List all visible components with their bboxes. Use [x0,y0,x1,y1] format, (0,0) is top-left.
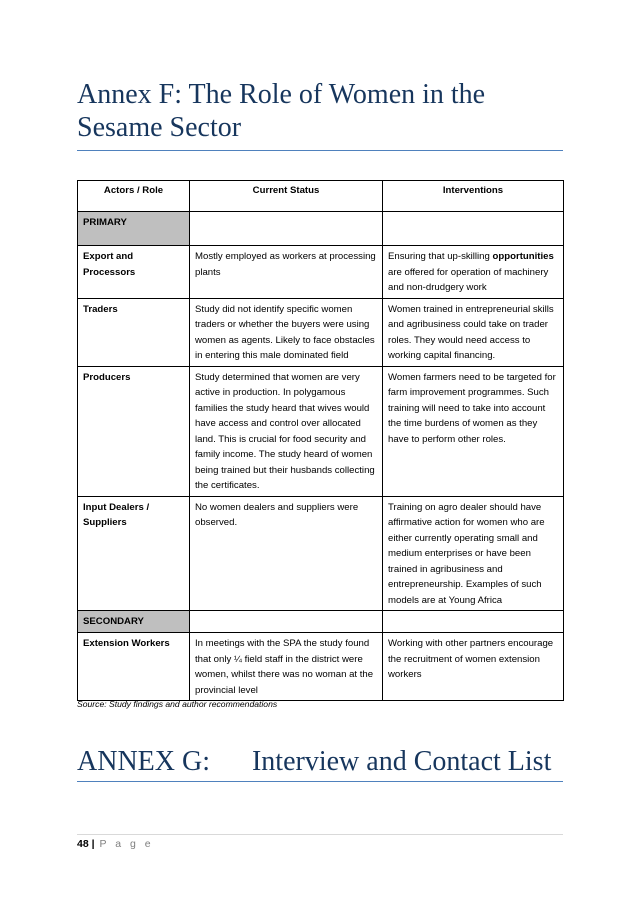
role-cell: Extension Workers [78,633,190,701]
interventions-text: are offered for operation of machinery and non-drudgery work [388,266,549,293]
status-cell: Mostly employed as workers at processing plants [190,246,383,299]
interventions-cell: Women farmers need to be targeted for farm improvement programmes. Such training will need to take into account the time burdens of women as they have to perform other roles. [383,366,564,496]
table-row [78,298,564,366]
interventions-emphasis: opportunities [492,251,554,262]
status-cell: In meetings with the SPA the study found that only ¼ field staff in the district were women, whilst there was no woman at the provincial level [190,633,383,701]
role-cell: Input Dealers / Suppliers [78,496,190,611]
source-note: Source: Study findings and author recommendations [77,699,278,709]
section-label-secondary: SECONDARY [78,611,190,633]
status-cell: Study did not identify specific women traders or whether the buyers were using women as agents. Likely to face obstacles in entering this male dominated field [190,298,383,366]
women-role-table [77,180,564,701]
role-cell: Export and Processors [78,246,190,299]
annex-f-heading: Annex F: The Role of Women in the Sesame Sector [77,78,563,151]
page-label: P a g e [99,838,154,850]
interventions-text: Ensuring that up-skilling [388,251,493,262]
table-row [78,633,564,701]
page-footer [77,838,154,850]
footer-separator: | [88,838,98,850]
table-header-row [78,181,564,212]
footer-divider [77,834,563,835]
section-row-primary [78,212,564,246]
page-number: 48 [77,838,89,850]
status-cell: Study determined that women are very active in production. In polygamous families the study heard that wives would have access and control over allocated land. This is crucial for food security and family income. The study heard of women being trained but their husbands collecting the certificates. [190,366,383,496]
role-cell: Producers [78,366,190,496]
interventions-cell: Women trained in entrepreneurial skills and agribusiness could take on trader roles. They would need access to working capital financing. [383,298,564,366]
role-cell: Traders [78,298,190,366]
interventions-cell: Working with other partners encourage the recruitment of women extension workers [383,633,564,701]
section-row-secondary [78,611,564,633]
interventions-cell: Training on agro dealer should have affirmative action for women who are either currently operating small and medium enterprises or have been trained in agribusiness and entrepreneurship. Examples of such models are at Young Africa [383,496,564,611]
header-actors-role: Actors / Role [78,181,190,212]
interventions-cell [383,246,564,299]
table-row [78,366,564,496]
section-label-primary: PRIMARY [78,212,190,246]
header-interventions: Interventions [383,181,564,212]
header-current-status: Current Status [190,181,383,212]
status-cell: No women dealers and suppliers were observed. [190,496,383,611]
annex-g-heading: ANNEX G: Interview and Contact List [77,745,563,782]
table-row [78,246,564,299]
table-row [78,496,564,611]
